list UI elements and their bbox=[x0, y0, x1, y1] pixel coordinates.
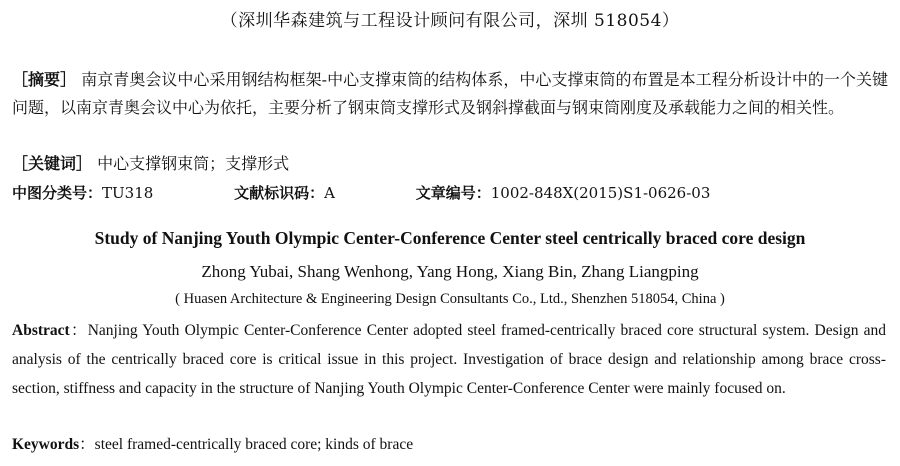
english-abstract bbox=[12, 316, 886, 403]
doc-code-field bbox=[234, 184, 373, 202]
article-no-field bbox=[416, 184, 749, 202]
chinese-abstract-text: 南京青奥会议中心采用钢结构框架-中心支撑束筒的结构体系，中心支撑束筒的布置是本工程分析设计中的一个关键问题，以南京青奥会议中心为依托，主要分析了钢束筒支撑形式及钢斜撑截面与钢束筒刚度及承载能力之间的相关性。 bbox=[12, 70, 888, 117]
clc-field bbox=[12, 184, 191, 202]
english-affiliation: ( Huasen Architecture & Engineering Design Consultants Co., Ltd., Shenzhen 518054, China ) bbox=[175, 291, 725, 307]
english-keywords bbox=[12, 432, 413, 454]
doc-code-label: 文献标识码： bbox=[234, 184, 325, 202]
clc-label: 中图分类号： bbox=[12, 184, 103, 202]
chinese-abstract-label: ［摘要］ bbox=[12, 70, 77, 89]
chinese-keywords-text: 中心支撑钢束筒；支撑形式 bbox=[97, 154, 290, 173]
english-abstract-label: Abstract bbox=[12, 322, 70, 339]
english-abstract-text: ：Nanjing Youth Olympic Center-Conference Center adopted steel framed-centrically braced core structural system. Design and analysis of the centrically braced core is critical issue in this project. Investigation of brace design and relationship among brace cross-section, stiffness and capacity in the structure of Nanjing Youth Olympic Center-Conference Center were mainly focused on. bbox=[12, 322, 886, 397]
article-no-value: 1002-848X(2015)S1-0626-03 bbox=[490, 184, 711, 202]
chinese-keywords bbox=[12, 151, 289, 174]
chinese-abstract bbox=[12, 66, 888, 122]
english-keywords-text: ：steel framed-centrically braced core; kinds of brace bbox=[79, 436, 414, 453]
doc-code-value: A bbox=[324, 184, 335, 202]
chinese-keywords-label: ［关键词］ bbox=[12, 154, 93, 173]
english-authors: Zhong Yubai, Shang Wenhong, Yang Hong, Xiang Bin, Zhang Liangping bbox=[201, 262, 699, 281]
english-keywords-label: Keywords bbox=[12, 436, 80, 453]
classification-line bbox=[12, 182, 786, 203]
english-title: Study of Nanjing Youth Olympic Center-Conference Center steel centrically braced core design bbox=[94, 228, 806, 248]
clc-value: TU318 bbox=[102, 184, 154, 202]
chinese-affiliation: （深圳华森建筑与工程设计顾问有限公司，深圳 518054） bbox=[220, 11, 680, 31]
article-no-label: 文章编号： bbox=[415, 184, 491, 202]
